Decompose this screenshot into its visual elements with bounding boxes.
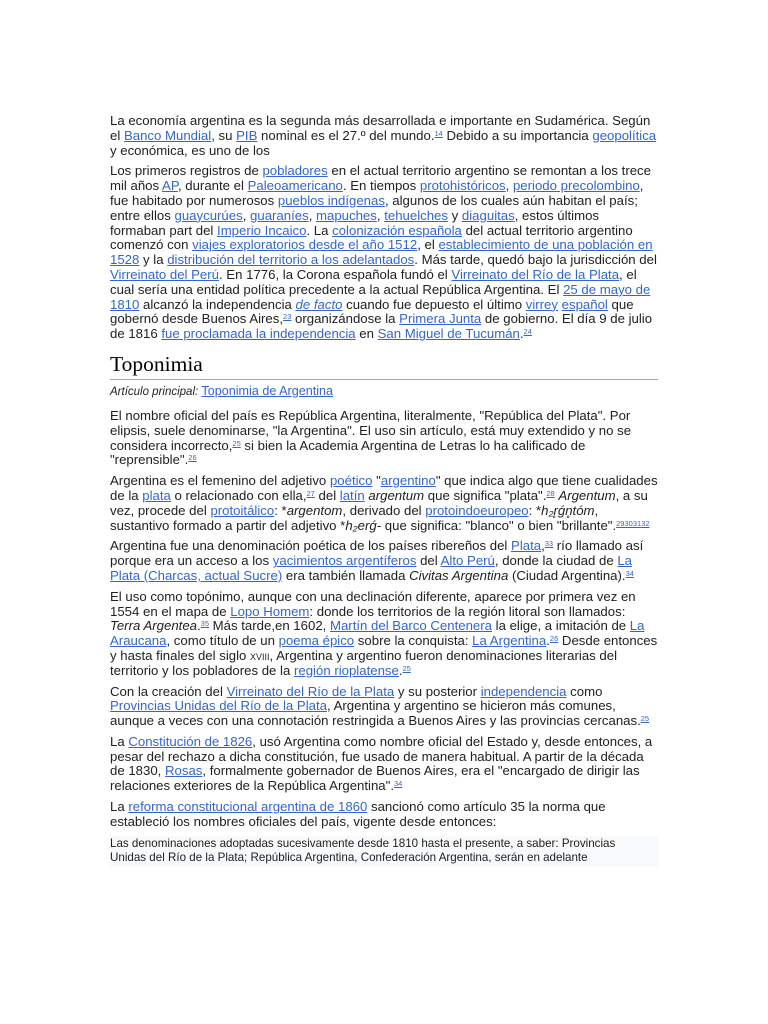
link-proclamada-independencia[interactable]: fue proclamada la independencia [161, 326, 356, 342]
link-alto-peru[interactable]: Alto Perú [440, 553, 495, 569]
hatnote-label: Artículo principal: [110, 385, 199, 398]
link-la-araucana[interactable]: La Araucana [110, 618, 645, 649]
link-ap[interactable]: AP [162, 178, 178, 194]
toponimia-paragraph-reform-1860: La reforma constitucional argentina de 1860 sancionó como artículo 35 la norma que estableció los nombres oficiales del país, vigente desde entonces: [110, 799, 606, 829]
reference-mark[interactable]: 34 [393, 779, 403, 789]
link-periodo-precolombino[interactable]: periodo precolombino [512, 178, 640, 194]
link-virreinato-rio-plata-2[interactable]: Virreinato del Río de la Plata [226, 683, 395, 699]
link-protohistoricos[interactable]: protohistóricos [419, 178, 506, 194]
link-pobladores[interactable]: pobladores [262, 163, 328, 179]
link-poema-epico[interactable]: poema épico [278, 633, 355, 649]
link-pib[interactable]: PIB [236, 127, 258, 143]
link-establecimiento-1528[interactable]: establecimiento de una población en 1528 [110, 237, 653, 268]
link-imperio-incaico[interactable]: Imperio Incaico [217, 222, 307, 238]
link-viajes-exploratorios[interactable]: viajes exploratorios desde el año 1512 [192, 237, 418, 253]
link-geopolitica[interactable]: geopolítica [592, 127, 657, 143]
reference-mark[interactable]: 29303132 [616, 518, 650, 528]
link-colonizacion-espanola[interactable]: colonización española [332, 222, 462, 238]
link-constitucion-1826[interactable]: Constitución de 1826 [128, 733, 253, 749]
link-paleoamericano[interactable]: Paleoamericano [247, 178, 343, 194]
section-heading-toponimia: Toponimia [110, 352, 658, 380]
link-poetico[interactable]: poético [329, 473, 373, 489]
intro-paragraph-economy: La economía argentina es la segunda más desarrollada e importante en Sudamérica. Según el Banco Mundial, su PIB nominal es el 27.º del mundo.$^{14}$ Debido a su importancia geopolítica y económica, es uno de los [110, 113, 657, 158]
toponimia-paragraph-etymology: Argentina es el femenino del adjetivo poético "argentino" que indica algo que tiene cualidades de la plata o relacionado con ella,$^{27}$ del latín argentum que significa "plata".$^{28}$ Argentum, a su vez, procede del protoitálico: *argentom, derivado del protoindoeuropeo: *h₂r̥ǵn̥tóm, sustantivo formado a partir del adjetivo *h₂erǵ- que significa: "blanco" o bien "brillante".$^{29303132}$ [110, 473, 658, 533]
link-de-facto[interactable]: de facto [295, 296, 343, 312]
century-numeral: xviii [250, 647, 270, 663]
reference-mark[interactable]: 34 [625, 568, 634, 578]
link-latin[interactable]: latín [339, 487, 365, 503]
link-virrey[interactable]: virrey [525, 296, 558, 312]
reference-mark[interactable]: 14 [434, 128, 443, 138]
link-provincias-unidas[interactable]: Provincias Unidas del Río de la Plata [110, 698, 327, 714]
reference-mark[interactable]: 35 [200, 619, 210, 629]
link-yacimientos-argentiferos[interactable]: yacimientos argentíferos [272, 553, 417, 569]
link-primera-junta[interactable]: Primera Junta [399, 311, 482, 327]
toponimia-paragraph-constitution-1826: La Constitución de 1826, usó Argentina como nombre oficial del Estado y, desde entonces, a pesar del rechazo a dicha constitución, fue usado de manera habitual. A partir de la década de 1830, Rosas, formalmente gobernador de Buenos Aires, era el "encargado de dirigir las relaciones exteriores de la República Argentina".$^{34}$ [110, 733, 653, 794]
reference-mark[interactable]: 25 [402, 663, 411, 673]
link-pueblos-indigenas[interactable]: pueblos indígenas [277, 192, 385, 208]
reference-mark[interactable]: 26 [549, 634, 559, 644]
link-mapuches[interactable]: mapuches [316, 207, 377, 223]
link-martin-barco-centenera[interactable]: Martín del Barco Centenera [329, 618, 492, 634]
link-independencia[interactable]: independencia [480, 683, 567, 699]
link-lopo-homem[interactable]: Lopo Homem [230, 603, 310, 619]
reference-mark[interactable]: 25 [640, 714, 650, 724]
toponimia-paragraph-toponym-use: El uso como topónimo, aunque con una declinación diferente, aparece por primera vez en 1554 en el mapa de Lopo Homem: donde los territorios de la región litoral son llamados: Terra Argentea.$^{35}$ Más tarde,en 1602, Martín del Barco Centenera la elige, a imitación de La Araucana, como título de un poema épico sobre la conquista: La Argentina.$^{26}$ Desde entonces y hasta finales del siglo xviii, Argentina y argentino fueron denominaciones literarias del territorio y los pobladores de la región rioplatense.$^{25}$ [110, 588, 658, 678]
link-plata[interactable]: plata [142, 487, 171, 503]
reference-mark[interactable]: 25 [232, 438, 241, 448]
reference-mark[interactable]: 23 [283, 312, 292, 322]
hatnote [110, 384, 658, 399]
link-tehuelches[interactable]: tehuelches [384, 207, 448, 223]
link-region-rioplatense[interactable]: región rioplatense [294, 662, 399, 678]
reference-mark[interactable]: 24 [523, 327, 532, 337]
toponimia-paragraph-river-plate: Argentina fue una denominación poética de los países ribereños del Plata,$^{33}$ río llamado así porque era un acceso a los yacimientos argentíferos del Alto Perú, donde la ciudad de La Plata (Charcas, actual Sucre) era también llamada Civitas Argentina (Ciudad Argentina).$^{34}$ [110, 538, 644, 583]
reference-mark[interactable]: 27 [306, 488, 315, 498]
link-reforma-1860[interactable]: reforma constitucional argentina de 1860 [128, 799, 368, 815]
link-la-plata-sucre[interactable]: La Plata (Charcas, actual Sucre) [110, 553, 633, 583]
link-san-miguel-tucuman[interactable]: San Miguel de Tucumán [377, 326, 520, 342]
link-banco-mundial[interactable]: Banco Mundial [123, 127, 212, 143]
link-guaranies[interactable]: guaraníes [250, 207, 309, 223]
link-guaycurues[interactable]: guaycurúes [174, 207, 243, 223]
article-content [110, 114, 658, 867]
link-rosas[interactable]: Rosas [165, 763, 203, 779]
reference-mark[interactable]: 33 [544, 539, 554, 549]
intro-paragraph-history: Los primeros registros de pobladores en el actual territorio argentino se remontan a los trece mil años AP, durante el Paleoamericano. En tiempos protohistóricos, periodo precolombino, fue habitado por numerosos pueblos indígenas, algunos de los cuales aún habitan el país; entre ellos guaycurúes, guaraníes, mapuches, tehuelches y diaguitas, estos últimos formaban part del Imperio Incaico. La colonización española del actual territorio argentino comenzó con viajes exploratorios desde el año 1512, el establecimiento de una población en 1528 y la distribución del territorio a los adelantados. Más tarde, quedó bajo la jurisdicción del Virreinato del Perú. En 1776, la Corona española fundó el Virreinato del Río de la Plata, el cual sería una entidad política precedente a la actual República Argentina. El 25 de mayo de 1810 alcanzó la independencia de facto cuando fue depuesto el último virrey español que gobernó desde Buenos Aires,$^{23}$ organizándose la Primera Junta de gobierno. El día 9 de julio de 1816 fue proclamada la independencia en San Miguel de Tucumán.$^{24}$ [110, 163, 657, 342]
link-virreinato-peru[interactable]: Virreinato del Perú [110, 266, 219, 282]
link-toponimia-argentina[interactable]: Toponimia de Argentina [201, 383, 334, 398]
link-virreinato-rio-plata[interactable]: Virreinato del Río de la Plata [451, 266, 620, 282]
toponimia-paragraph-official-name: El nombre oficial del país es República Argentina, literalmente, "República del Plata". Por elipsis, suele denominarse, "la Argentina". El uso sin artículo, está muy extendido y no se considera incorrecto,$^{25}$ si bien la Academia Argentina de Letras lo ha calificado de "reprensible".$^{26}$ [110, 407, 632, 468]
link-argentino[interactable]: argentino [380, 473, 436, 489]
toponimia-paragraph-viceroyalty: Con la creación del Virreinato del Río de la Plata y su posterior independencia como Provincias Unidas del Río de la Plata, Argentina y argentino se hicieron más comunes, aunque a veces con una connotación restringida a Buenos Aires y las provincias cercanas.$^{25}$ [110, 683, 650, 729]
link-distribucion-territorio[interactable]: distribución del territorio a los adelantados [167, 252, 415, 268]
link-espanol[interactable]: español [561, 296, 608, 312]
link-diaguitas[interactable]: diaguitas [461, 207, 515, 223]
link-protoindoeuropeo[interactable]: protoindoeuropeo [425, 502, 529, 518]
link-protoitalico[interactable]: protoitálico [210, 502, 275, 518]
link-la-argentina[interactable]: La Argentina [472, 633, 547, 649]
article-35-quote: Las denominaciones adoptadas sucesivamente desde 1810 hasta el presente, a saber: Provincias Unidas del Río de la Plata; República Argentina, Confederación Argentina, serán en adelante [110, 836, 658, 867]
link-25-mayo-1810[interactable]: 25 de mayo de 1810 [110, 281, 651, 312]
reference-mark[interactable]: 28 [546, 488, 555, 498]
reference-mark[interactable]: 26 [188, 453, 197, 463]
link-rio-plata[interactable]: Plata [511, 538, 542, 554]
